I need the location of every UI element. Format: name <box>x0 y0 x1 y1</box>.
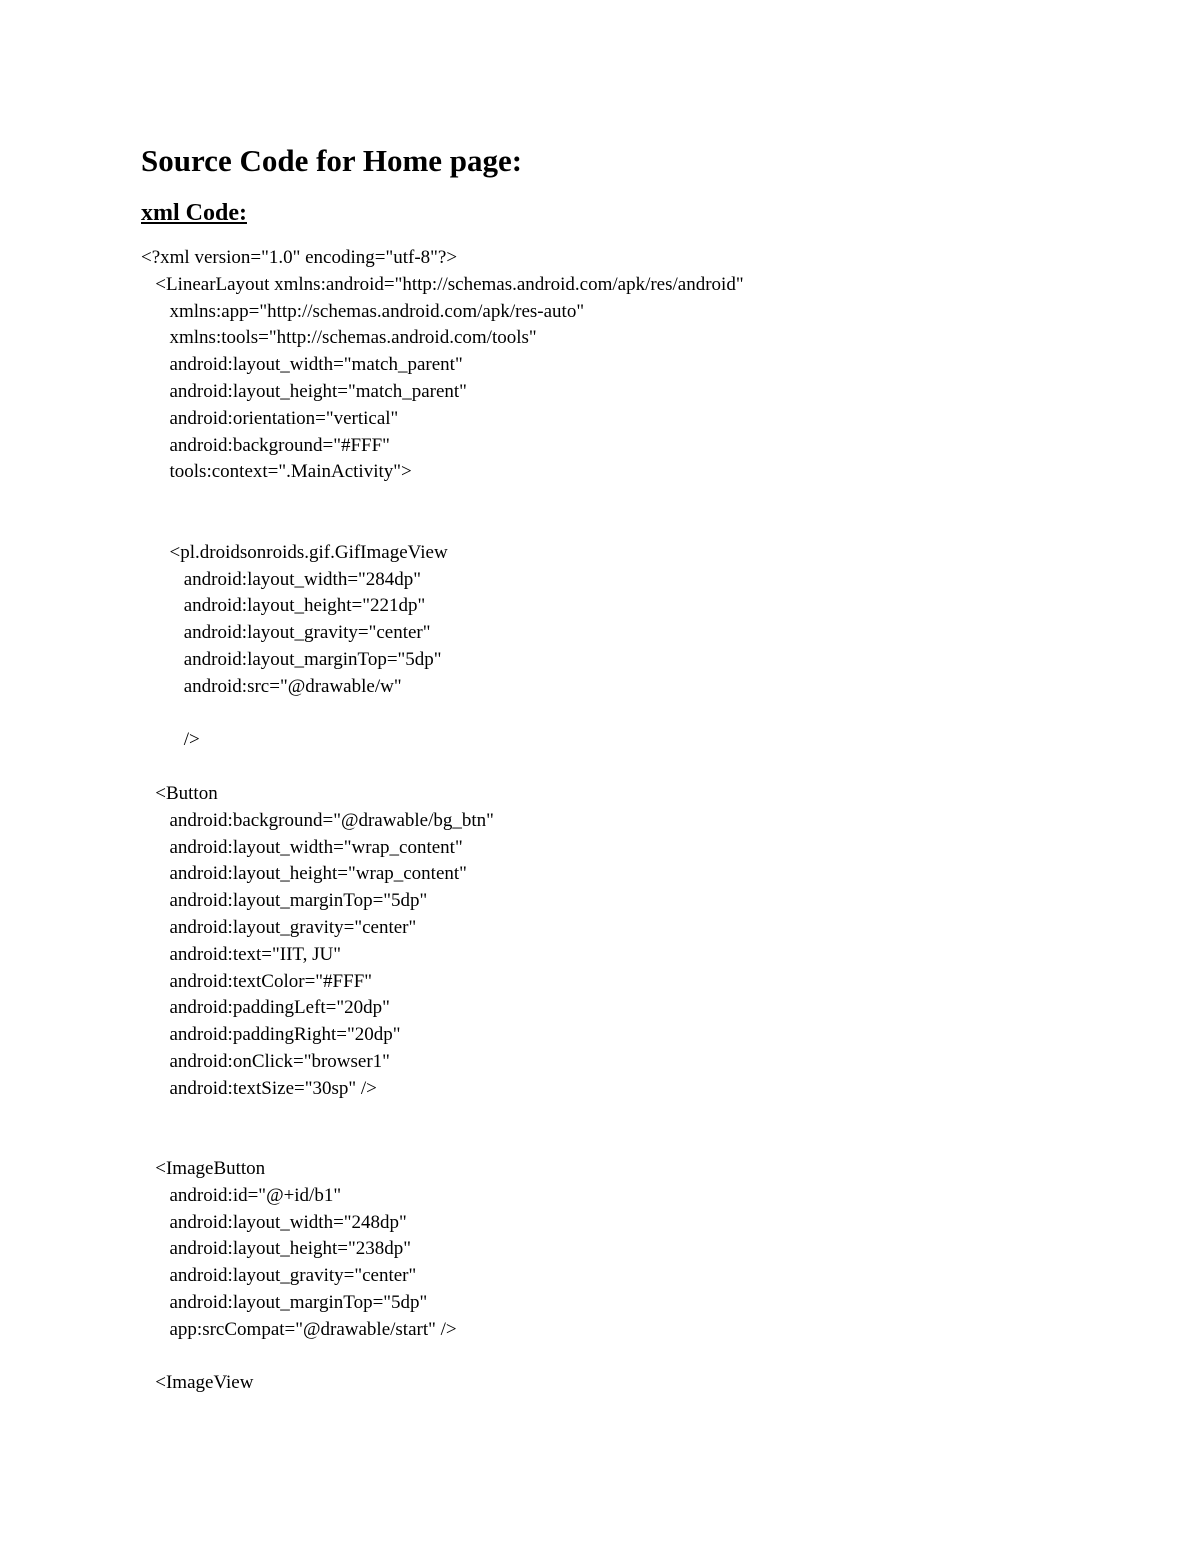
code-line <box>141 513 1141 540</box>
code-line: <ImageButton <box>141 1158 266 1180</box>
code-line: tools:context=".MainActivity"> <box>141 461 412 483</box>
code-line: android:paddingLeft="20dp" <box>141 997 390 1019</box>
code-line: android:layout_height="238dp" <box>141 1238 412 1260</box>
code-line <box>141 1129 1141 1156</box>
code-line: android:text="IIT, JU" <box>141 943 342 965</box>
code-line: xmlns:app="http://schemas.android.com/apk/res-auto" <box>141 300 585 322</box>
code-line: android:src="@drawable/w" <box>141 675 402 697</box>
code-line <box>141 1103 1141 1130</box>
page-title: Source Code for Home page: <box>141 143 523 178</box>
code-line: android:background="@drawable/bg_btn" <box>141 809 494 831</box>
code-line: android:paddingRight="20dp" <box>141 1024 401 1046</box>
code-line: android:layout_width="248dp" <box>141 1211 407 1233</box>
code-line: android:layout_width="match_parent" <box>141 354 463 376</box>
code-line: xmlns:tools="http://schemas.android.com/tools" <box>141 327 537 349</box>
code-line: /> <box>141 729 200 751</box>
code-line: android:background="#FFF" <box>141 434 390 456</box>
code-line: android:layout_height="221dp" <box>141 595 426 617</box>
code-line: android:id="@+id/b1" <box>141 1184 342 1206</box>
code-line: android:layout_height="match_parent" <box>141 380 467 402</box>
code-line: android:onClick="browser1" <box>141 1050 390 1072</box>
code-line: android:layout_gravity="center" <box>141 916 417 938</box>
code-line: android:textColor="#FFF" <box>141 970 373 992</box>
code-line <box>141 486 1141 513</box>
code-block <box>141 245 1141 1397</box>
code-line <box>141 701 1141 728</box>
code-line: android:layout_marginTop="5dp" <box>141 1292 428 1314</box>
code-line: android:orientation="vertical" <box>141 407 399 429</box>
code-line: <Button <box>141 782 218 804</box>
code-line: app:srcCompat="@drawable/start" /> <box>141 1318 457 1340</box>
code-line: android:layout_height="wrap_content" <box>141 863 467 885</box>
code-line: android:textSize="30sp" /> <box>141 1077 377 1099</box>
code-line: android:layout_marginTop="5dp" <box>141 890 428 912</box>
code-line: android:layout_gravity="center" <box>141 1265 417 1287</box>
code-line: <?xml version="1.0" encoding="utf-8"?> <box>141 247 458 268</box>
section-heading: xml Code: <box>141 200 247 226</box>
code-line: <LinearLayout xmlns:android="http://schemas.android.com/apk/res/android" <box>141 273 744 295</box>
code-line: android:layout_marginTop="5dp" <box>141 648 442 670</box>
code-line <box>141 1344 1141 1371</box>
code-line: <ImageView <box>141 1372 254 1394</box>
code-line <box>141 754 1141 781</box>
code-line: android:layout_width="wrap_content" <box>141 836 463 858</box>
code-line: android:layout_gravity="center" <box>141 622 431 644</box>
code-line: <pl.droidsonroids.gif.GifImageView <box>141 541 448 563</box>
code-line: android:layout_width="284dp" <box>141 568 422 590</box>
